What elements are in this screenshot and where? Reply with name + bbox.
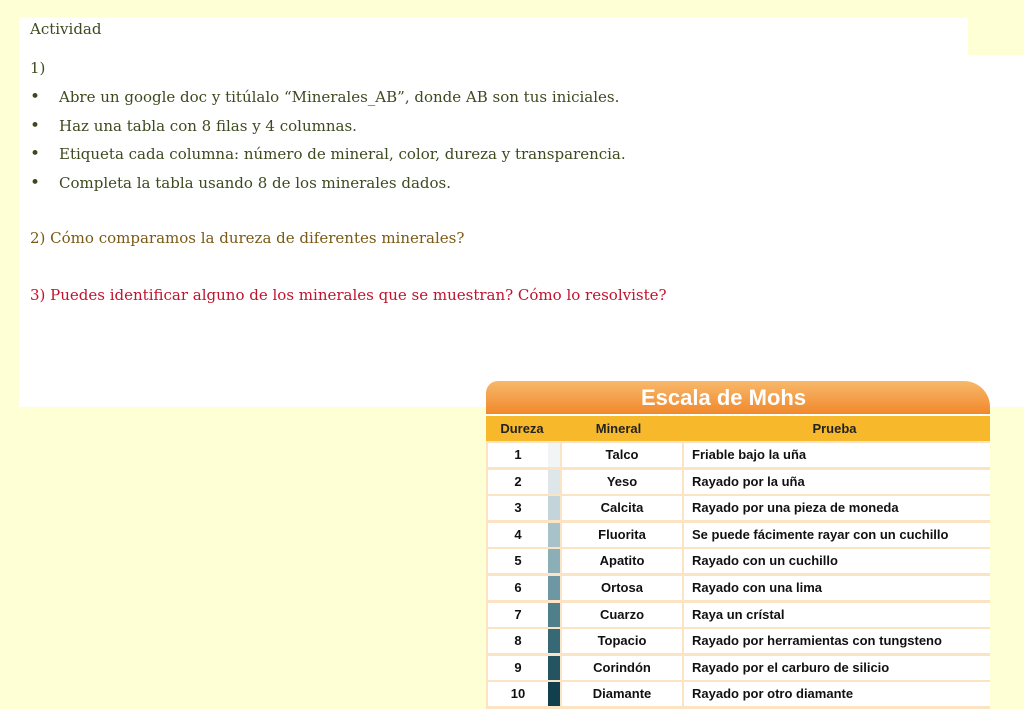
cell-mineral: Corindón [562,656,682,680]
question-2: 2) Cómo comparamos la dureza de diferentes minerales? [30,229,465,247]
header-hardness: Dureza [500,421,544,436]
cell-mineral: Apatito [562,549,682,573]
cell-hardness: 5 [488,549,548,573]
hardness-swatch [548,603,560,627]
table-row [486,443,990,467]
hardness-swatch [548,496,560,520]
table-row [486,656,990,680]
hardness-swatch [548,656,560,680]
cell-hardness: 1 [488,443,548,467]
cell-test: Se puede fácimente rayar con un cuchillo [684,523,990,547]
instruction-item: • Abre un google doc y titúlalo “Minerales_AB”, donde AB son tus iniciales. [30,87,620,107]
cell-mineral: Cuarzo [562,603,682,627]
cell-mineral: Topacio [562,629,682,653]
hardness-swatch [548,470,560,494]
table-row [486,603,990,627]
cell-hardness: 6 [488,576,548,600]
bullet-icon: • [30,87,41,107]
cell-hardness: 4 [488,523,548,547]
table-row [486,682,990,706]
cell-hardness: 7 [488,603,548,627]
cell-hardness: 2 [488,470,548,494]
mohs-table-header [486,414,990,441]
cell-test: Friable bajo la uña [684,443,990,467]
table-row [486,549,990,573]
cell-mineral: Ortosa [562,576,682,600]
cell-test: Raya un crístal [684,603,990,627]
hardness-swatch [548,549,560,573]
bullet-icon: • [30,144,41,164]
instruction-item: • Etiqueta cada columna: número de mineral, color, dureza y transparencia. [30,144,626,164]
activity-card [19,17,968,407]
table-row [486,496,990,520]
question-1-label: 1) [30,59,46,77]
cell-test: Rayado con un cuchillo [684,549,990,573]
cell-test: Rayado por otro diamante [684,682,990,706]
table-row [486,470,990,494]
activity-card-extension [968,55,1024,407]
hardness-swatch [548,523,560,547]
cell-mineral: Calcita [562,496,682,520]
question-3: 3) Puedes identificar alguno de los minerales que se muestran? Cómo lo resolviste? [30,286,667,304]
table-row [486,576,990,600]
cell-test: Rayado por la uña [684,470,990,494]
activity-title: Actividad [30,20,102,38]
cell-mineral: Diamante [562,682,682,706]
hardness-swatch [548,629,560,653]
cell-mineral: Fluorita [562,523,682,547]
cell-mineral: Yeso [562,470,682,494]
cell-hardness: 8 [488,629,548,653]
mohs-scale-figure [486,381,990,709]
hardness-swatch [548,443,560,467]
bullet-icon: • [30,172,41,193]
hardness-swatch [548,576,560,600]
hardness-swatch [548,682,560,706]
header-mineral: Mineral [595,421,642,436]
table-row [486,629,990,653]
header-test: Prueba [812,421,857,436]
cell-hardness: 9 [488,656,548,680]
cell-test: Rayado por el carburo de silicio [684,656,990,680]
cell-mineral: Talco [562,443,682,467]
mohs-title: Escala de Mohs [486,381,990,414]
table-row [486,523,990,547]
cell-test: Rayado con una lima [684,576,990,600]
mohs-table-body [486,441,990,709]
cell-test: Rayado por herramientas con tungsteno [684,629,990,653]
cell-test: Rayado por una pieza de moneda [684,496,990,520]
bullet-icon: • [30,115,41,136]
instruction-item: • Completa la tabla usando 8 de los minerales dados. [30,172,452,193]
instruction-list [30,86,626,200]
cell-hardness: 10 [488,682,548,706]
cell-hardness: 3 [488,496,548,520]
instruction-item: • Haz una tabla con 8 filas y 4 columnas. [30,115,357,136]
